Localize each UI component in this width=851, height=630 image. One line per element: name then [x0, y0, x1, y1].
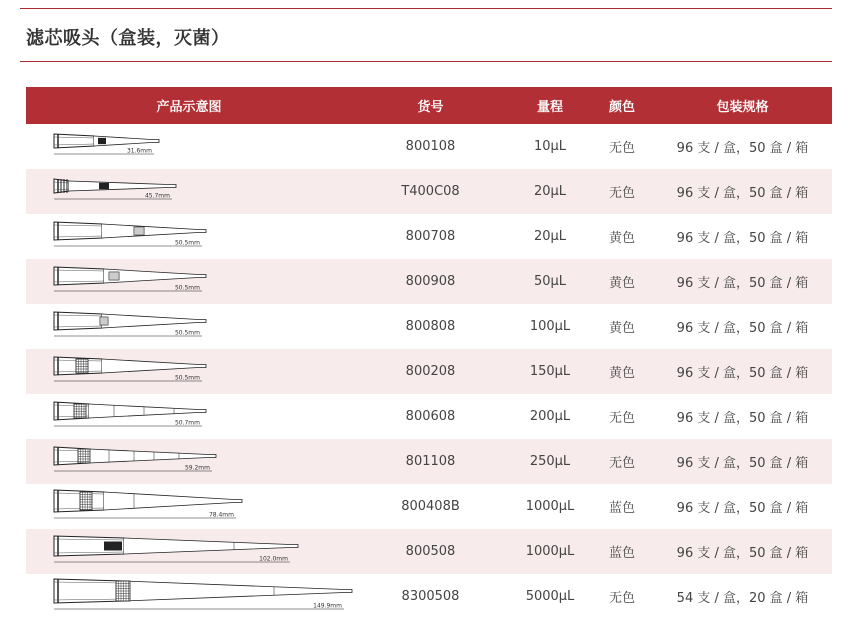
- table-row: [26, 169, 832, 214]
- catalog-cell: 800408B: [401, 499, 460, 514]
- color-cell: 黄色: [608, 276, 635, 291]
- volume-cell: 5000μL: [525, 589, 575, 604]
- volume-cell: 150μL: [529, 364, 571, 379]
- table-row: [26, 349, 832, 394]
- volume-cell: 200μL: [529, 409, 571, 424]
- tip-length-label: 50.5mm: [174, 239, 200, 247]
- packaging-cell: 96 支 / 盒，50 盒 / 箱: [676, 546, 809, 561]
- packaging-cell: 54 支 / 盒，20 盒 / 箱: [676, 591, 809, 606]
- volume-cell: 10μL: [533, 139, 567, 154]
- catalog-cell: 801108: [405, 454, 456, 469]
- color-cell: 蓝色: [608, 501, 635, 516]
- pipette-tip-drawing: [26, 574, 356, 619]
- tip-image-cell: [26, 574, 352, 619]
- pipette-tip-drawing: [26, 484, 356, 529]
- packaging-cell: 96 支 / 盒，50 盒 / 箱: [676, 231, 809, 246]
- pipette-tip-drawing: [26, 124, 356, 169]
- volume-cell: 250μL: [529, 454, 571, 469]
- top-rule: [20, 8, 832, 9]
- tip-image-cell: [26, 349, 352, 394]
- color-cell: 黄色: [608, 231, 635, 246]
- tip-image-cell: [26, 484, 352, 529]
- title-rule: [20, 61, 832, 62]
- color-cell: 无色: [608, 456, 635, 471]
- tip-image-cell: [26, 529, 352, 574]
- tip-length-label: 50.5mm: [174, 284, 200, 292]
- color-cell: 无色: [608, 411, 635, 426]
- tip-image-cell: [26, 214, 352, 259]
- tip-length-label: 50.7mm: [174, 419, 200, 427]
- tip-length-label: 50.5mm: [174, 329, 200, 337]
- packaging-cell: 96 支 / 盒，50 盒 / 箱: [676, 276, 809, 291]
- table-body: [26, 124, 832, 619]
- packaging-cell: 96 支 / 盒，50 盒 / 箱: [676, 141, 809, 156]
- pipette-tip-drawing: [26, 169, 356, 214]
- tip-length-label: 31.6mm: [126, 147, 152, 155]
- pipette-tip-drawing: [26, 259, 356, 304]
- tip-length-label: 102.0mm: [259, 555, 288, 563]
- pipette-tip-drawing: [26, 214, 356, 259]
- table-row: [26, 439, 832, 484]
- header-color: 颜色: [608, 100, 635, 115]
- color-cell: 无色: [608, 186, 635, 201]
- catalog-cell: 800608: [405, 409, 456, 424]
- pipette-tip-drawing: [26, 439, 356, 484]
- volume-cell: 100μL: [529, 319, 571, 334]
- packaging-cell: 96 支 / 盒，50 盒 / 箱: [676, 411, 809, 426]
- catalog-cell: 800508: [405, 544, 456, 559]
- page-title: 滤芯吸头（盒装，灭菌）: [26, 28, 230, 49]
- pipette-tip-drawing: [26, 304, 356, 349]
- tip-image-cell: [26, 259, 352, 304]
- packaging-cell: 96 支 / 盒，50 盒 / 箱: [676, 321, 809, 336]
- pipette-tip-drawing: [26, 394, 356, 439]
- volume-cell: 1000μL: [525, 499, 575, 514]
- table-row: [26, 484, 832, 529]
- tip-image-cell: [26, 169, 352, 214]
- header-image: 产品示意图: [156, 100, 222, 115]
- table-header: [26, 87, 832, 124]
- color-cell: 蓝色: [608, 546, 635, 561]
- volume-cell: 20μL: [533, 184, 567, 199]
- color-cell: 无色: [608, 591, 635, 606]
- tip-length-label: 149.9mm: [313, 602, 342, 610]
- header-volume: 量程: [536, 100, 563, 115]
- table-row: [26, 259, 832, 304]
- tip-length-label: 78.4mm: [208, 511, 234, 519]
- color-cell: 黄色: [608, 321, 635, 336]
- tip-length-label: 50.5mm: [174, 374, 200, 382]
- tip-image-cell: [26, 394, 352, 439]
- packaging-cell: 96 支 / 盒，50 盒 / 箱: [676, 501, 809, 516]
- tip-image-cell: [26, 304, 352, 349]
- table-row: [26, 214, 832, 259]
- volume-cell: 20μL: [533, 229, 567, 244]
- color-cell: 黄色: [608, 366, 635, 381]
- catalog-cell: 800808: [405, 319, 456, 334]
- catalog-cell: 800708: [405, 229, 456, 244]
- pipette-tip-drawing: [26, 529, 356, 574]
- tip-image-cell: [26, 124, 352, 169]
- header-packaging: 包装规格: [716, 100, 769, 115]
- pipette-tip-drawing: [26, 349, 356, 394]
- volume-cell: 50μL: [533, 274, 567, 289]
- catalog-cell: 800108: [405, 139, 456, 154]
- tip-length-label: 59.2mm: [184, 464, 210, 472]
- product-table: [26, 87, 832, 619]
- header-catalog: 货号: [417, 100, 444, 115]
- tip-image-cell: [26, 439, 352, 484]
- volume-cell: 1000μL: [525, 544, 575, 559]
- catalog-cell: 800208: [405, 364, 456, 379]
- packaging-cell: 96 支 / 盒，50 盒 / 箱: [676, 456, 809, 471]
- color-cell: 无色: [608, 141, 635, 156]
- tip-length-label: 45.7mm: [144, 192, 170, 200]
- catalog-cell: 8300508: [401, 589, 460, 604]
- table-row: [26, 304, 832, 349]
- catalog-cell: T400C08: [401, 184, 460, 199]
- packaging-cell: 96 支 / 盒，50 盒 / 箱: [676, 186, 809, 201]
- table-row: [26, 574, 832, 619]
- packaging-cell: 96 支 / 盒，50 盒 / 箱: [676, 366, 809, 381]
- catalog-cell: 800908: [405, 274, 456, 289]
- table-row: [26, 394, 832, 439]
- table-row: [26, 124, 832, 169]
- table-row: [26, 529, 832, 574]
